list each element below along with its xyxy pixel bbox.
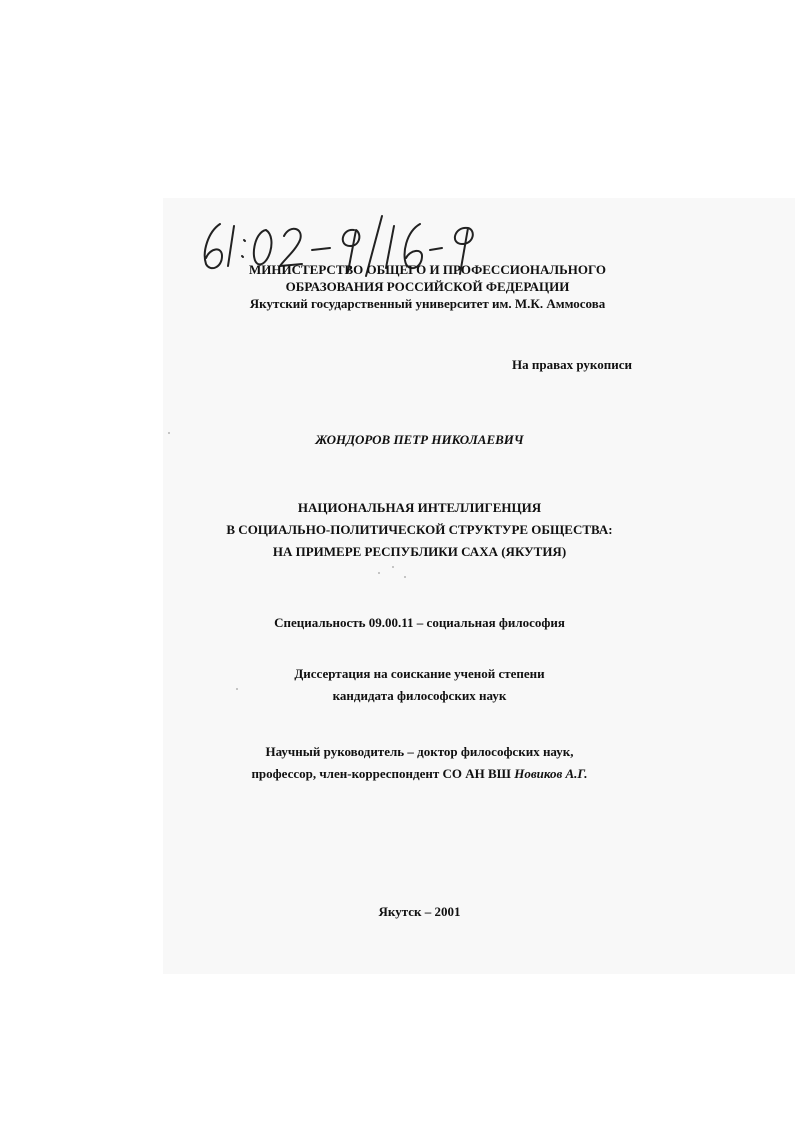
author-name: ЖОНДОРОВ ПЕТР НИКОЛАЕВИЧ — [315, 432, 524, 447]
supervisor-line-1: Научный руководитель – доктор философских наук, — [265, 744, 574, 759]
scan-speck — [404, 576, 406, 578]
title-line-1: НАЦИОНАЛЬНАЯ ИНТЕЛЛИГЕНЦИЯ — [297, 500, 542, 515]
supervisor-line-2 — [22, 763, 795, 785]
degree-line-2: кандидата философских наук — [332, 688, 507, 703]
degree-line-1: Диссертация на соискание ученой степени — [294, 666, 545, 681]
title-line-2: В СОЦИАЛЬНО-ПОЛИТИЧЕСКОЙ СТРУКТУРЕ ОБЩЕСТВА: — [226, 522, 613, 537]
place-and-year: Якутск – 2001 — [378, 904, 461, 919]
scan-speck — [378, 572, 380, 574]
title-line-3: НА ПРИМЕРЕ РЕСПУБЛИКИ САХА (ЯКУТИЯ) — [272, 544, 567, 559]
scan-speck — [392, 566, 394, 568]
supervisor — [22, 741, 795, 785]
ministry-header — [30, 261, 795, 312]
degree-statement — [22, 663, 795, 707]
ministry-line-2: ОБРАЗОВАНИЯ РОССИЙСКОЙ ФЕДЕРАЦИИ — [285, 279, 570, 294]
specialty: Специальность 09.00.11 – социальная философия — [274, 615, 565, 630]
dissertation-title — [22, 497, 795, 563]
scan-speck — [236, 688, 238, 690]
scan-background — [163, 198, 795, 974]
scan-speck — [168, 432, 170, 434]
manuscript-note: На правах рукописи — [512, 357, 632, 372]
ministry-line-1: МИНИСТЕРСТВО ОБЩЕГО И ПРОФЕССИОНАЛЬНОГО — [249, 262, 606, 277]
supervisor-title: профессор, член-корреспондент СО АН ВШ — [251, 766, 511, 781]
supervisor-name: Новиков А.Г. — [514, 766, 588, 781]
university-name: Якутский государственный университет им. М.К. Аммосова — [249, 296, 606, 311]
